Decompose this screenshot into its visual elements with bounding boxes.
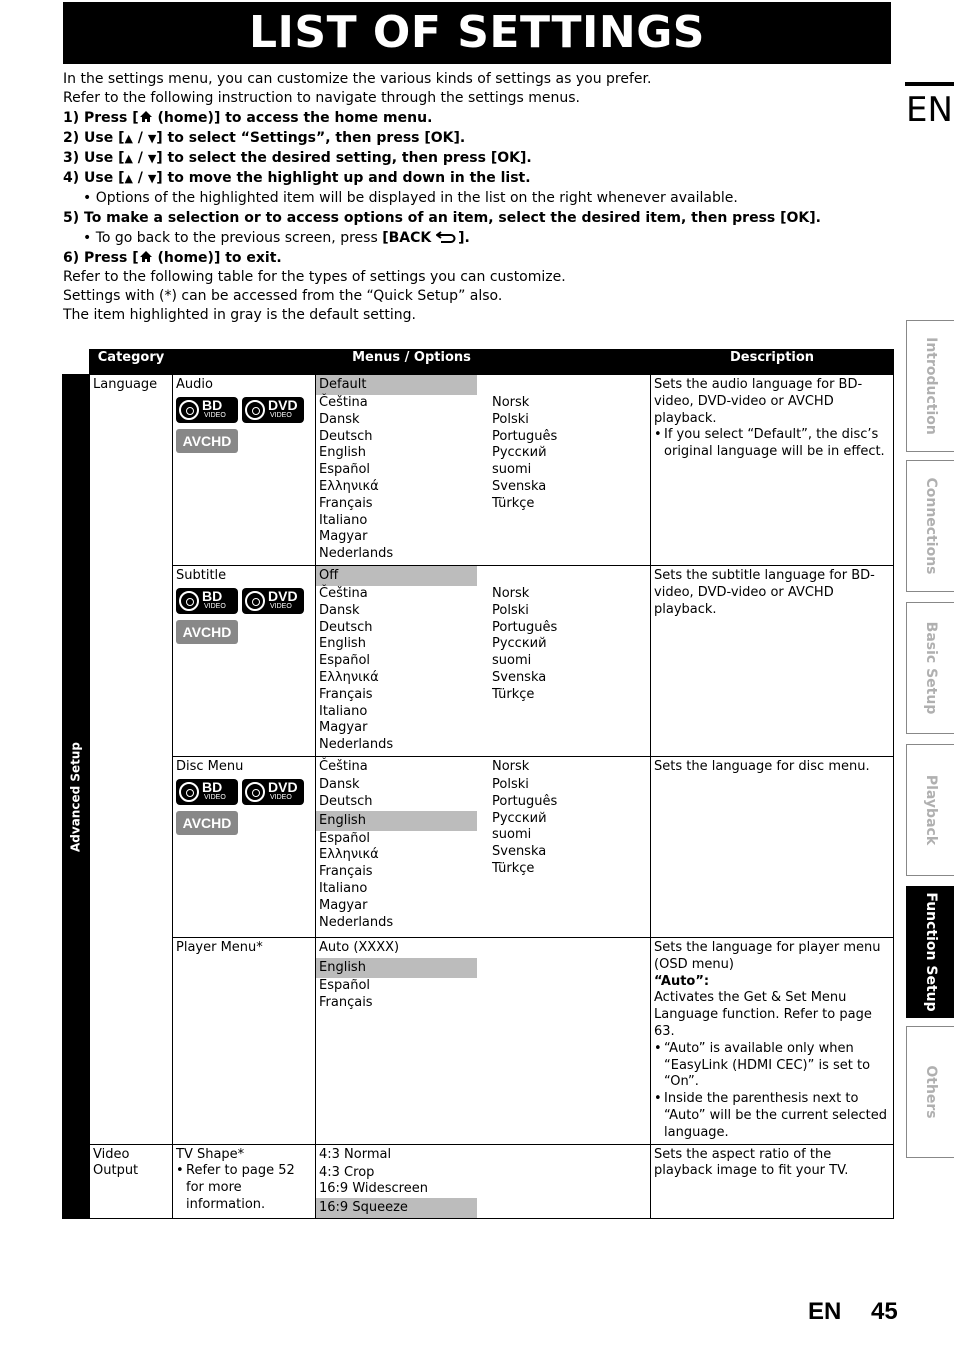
list-item: Ελληνικά [319,478,379,494]
up-arrow-icon: ▲ [124,152,133,165]
up-arrow-icon: ▲ [124,172,133,185]
list-item: suomi [492,827,532,843]
list-item: Français [319,864,373,880]
table-row [63,375,894,566]
description-audio: Sets the audio language for BD-video, DVD-video or AVCHD playback. • If you select “Default”, the disc’s original language will be in effect. [651,375,894,566]
step-2: 2) Use [▲ / ▼] to select “Settings”, then press [OK]. [63,130,466,146]
down-arrow-icon: ▼ [147,172,157,185]
list-item: English [319,445,366,461]
options-tv-shape [316,1144,651,1219]
tab-basic-setup[interactable]: Basic Setup [906,602,954,734]
header-menus: Menus / Options [173,350,651,375]
list-item: Auto (XXXX) [319,940,400,955]
options-disc-menu [316,757,651,938]
list-item: Magyar [319,897,368,913]
option-default: English [316,811,477,831]
list-item: Français [319,495,373,511]
list-item: suomi [492,653,532,669]
description-tv-shape: Sets the aspect ratio of the playback image to fit your TV. [651,1144,894,1219]
disc-badges [176,397,312,453]
list-item: Polski [492,411,529,427]
refer-line: The item highlighted in gray is the default setting. [63,307,416,323]
list-item: Svenska [492,669,547,685]
list-item: Norsk [492,759,530,774]
avchd-icon: AVCHD [176,620,238,644]
menu-disc-menu: Disc Menu BD VIDEO DVD VIDEO AVCHD [173,757,316,938]
options-player-menu [316,938,651,1145]
list-item: Русский [492,445,547,461]
list-item: Português [492,428,558,444]
list-item: Nederlands [319,737,394,753]
section-label: Advanced Setup [63,375,90,1219]
menu-player-menu: Player Menu* [173,938,316,1145]
list-item: Ελληνικά [319,669,379,685]
step-6: 6) Press [ (home)] to exit. [63,250,282,266]
menu-tv-shape: TV Shape* • Refer to page 52 for more information. [173,1144,316,1219]
table-row [63,1144,894,1219]
step-1: 1) Press [ (home)] to access the home menu. [63,110,433,126]
menu-audio: Audio BD VIDEO DVD VIDEO AVCHD [173,375,316,566]
home-icon [139,110,153,123]
step-4-note: • Options of the highlighted item will be displayed in the list on the right whenever available. [83,190,738,206]
dvd-video-icon: DVD VIDEO [242,779,304,805]
home-icon [139,250,153,263]
dvd-video-icon: DVD VIDEO [242,588,304,614]
list-item: Čeština [319,586,368,601]
tab-others[interactable]: Others [906,1026,954,1158]
list-item: Norsk [492,586,530,601]
header-description: Description [651,350,894,375]
list-item: Español [319,978,371,993]
avchd-icon: AVCHD [176,811,238,835]
page-title: LIST OF SETTINGS [63,2,891,64]
dvd-video-icon: DVD VIDEO [242,397,304,423]
up-arrow-icon: ▲ [124,132,133,145]
list-item: Svenska [492,844,547,860]
disc-badges [176,588,312,644]
refer-line: Refer to the following table for the types of settings you can customize. [63,269,566,285]
list-item: Magyar [319,720,368,736]
list-item: Ελληνικά [319,847,379,863]
list-item: suomi [492,462,532,478]
bd-video-icon: BD VIDEO [176,588,238,614]
option-default: English [316,958,477,978]
list-item: Dansk [319,602,360,618]
option-default: Off [316,566,477,586]
description-player-menu: Sets the language for player menu (OSD menu) “Auto”: Activates the Get & Set Menu Language function. Refer to page 63. • “Auto” is available only when “EasyLink (HDMI CEC)” is set to “On”. • Inside the parenthesis next to “Auto” will be the current selected language. [651,938,894,1145]
list-item: 16:9 Widescreen [319,1181,428,1197]
table-row [63,566,894,757]
options-subtitle [316,566,651,757]
list-item: Русский [492,810,547,826]
back-icon [436,230,458,243]
intro-line: In the settings menu, you can customize the various kinds of settings as you prefer. [63,71,652,87]
list-item: Français [319,686,373,702]
step-5-note: • To go back to the previous screen, press [BACK ]. [83,230,470,246]
footer-language: EN [808,1298,842,1325]
description-disc-menu: Sets the language for disc menu. [651,757,894,938]
list-item: Magyar [319,529,368,545]
list-item: Deutsch [319,619,373,635]
category-language: Language [90,375,173,1145]
list-item: Norsk [492,395,530,410]
list-item: Svenska [492,478,547,494]
list-item: Italiano [319,880,368,896]
list-item: Deutsch [319,428,373,444]
category-video-output: Video Output [90,1144,173,1219]
intro-line: Refer to the following instruction to navigate through the settings menus. [63,90,580,106]
list-item: Polski [492,777,529,792]
list-item: Dansk [319,777,360,792]
list-item: Español [319,653,371,669]
tab-introduction[interactable]: Introduction [906,320,954,452]
list-item: Nederlands [319,914,394,930]
bd-video-icon: BD VIDEO [176,397,238,423]
intro-text [63,70,883,325]
list-item: Italiano [319,703,368,719]
menu-subtitle: Subtitle BD VIDEO DVD VIDEO AVCHD [173,566,316,757]
list-item: Español [319,462,371,478]
step-3: 3) Use [▲ / ▼] to select the desired setting, then press [OK]. [63,150,532,166]
settings-table [62,349,894,1219]
list-item: 4:3 Normal [319,1146,392,1162]
down-arrow-icon: ▼ [147,152,157,165]
list-item: Português [492,619,558,635]
list-item: Italiano [319,512,368,528]
header-category: Category [90,350,173,375]
tab-connections[interactable]: Connections [906,460,954,592]
option-default: Default [316,375,477,395]
tab-function-setup[interactable]: Function Setup [906,886,954,1018]
list-item: Français [319,994,373,1010]
list-item: Čeština [319,395,368,410]
list-item: Türkçe [492,495,535,511]
list-item: 4:3 Crop [319,1164,375,1180]
tab-playback[interactable]: Playback [906,744,954,876]
bd-video-icon: BD VIDEO [176,779,238,805]
language-marker: EN [905,82,954,134]
step-5: 5) To make a selection or to access options of an item, select the desired item, then press [OK]. [63,210,821,226]
list-item: Türkçe [492,686,535,702]
page-number: 45 [871,1298,898,1325]
list-item: Nederlands [319,546,394,562]
option-default: 16:9 Squeeze [316,1198,477,1218]
disc-badges [176,779,312,835]
list-item: Polski [492,602,529,618]
down-arrow-icon: ▼ [147,132,157,145]
step-4: 4) Use [▲ / ▼] to move the highlight up and down in the list. [63,170,531,186]
list-item: English [319,636,366,652]
refer-line: Settings with (*) can be accessed from the “Quick Setup” also. [63,288,503,304]
list-item: Dansk [319,411,360,427]
list-item: Türkçe [492,860,535,876]
description-subtitle: Sets the subtitle language for BD-video, DVD-video or AVCHD playback. [651,566,894,757]
list-item: Čeština [319,759,368,774]
options-audio [316,375,651,566]
list-item: Español [319,830,371,846]
avchd-icon: AVCHD [176,429,238,453]
table-row [63,938,894,1145]
list-item: Русский [492,636,547,652]
list-item: Português [492,793,558,809]
list-item: Deutsch [319,793,373,809]
table-row [63,757,894,938]
